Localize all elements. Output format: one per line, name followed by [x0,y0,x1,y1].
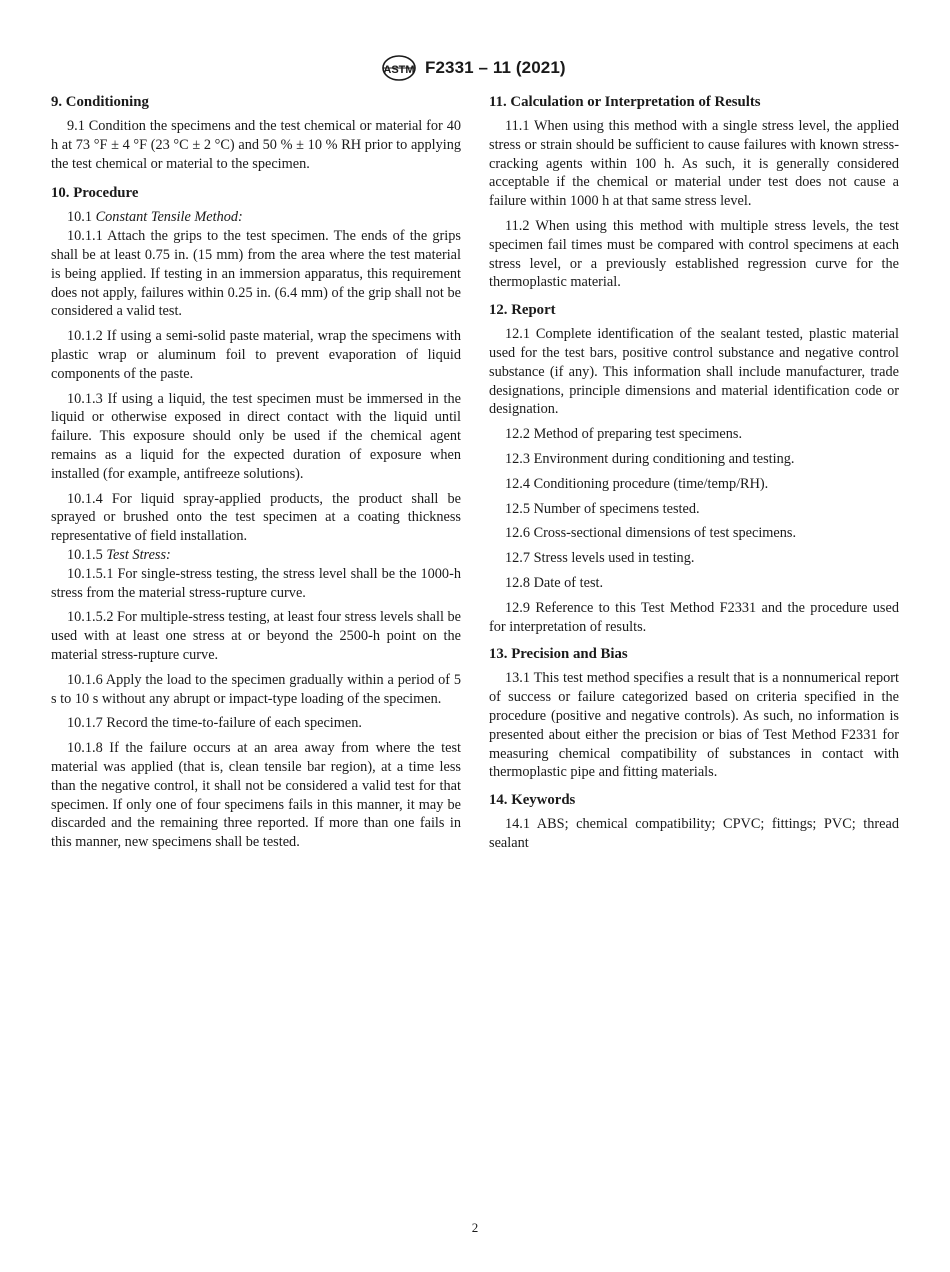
paragraph: 12.9 Reference to this Test Method F2331 and the procedure used for interpretation of results. [489,599,899,635]
paragraph: 14.1 ABS; chemical compatibility; CPVC; fittings; PVC; thread sealant [489,816,899,851]
document-designation: F2331 – 11 (2021) [425,58,566,77]
paragraph: 13.1 This test method specifies a result that is a nonnumerical report of success or failure categorized based on criteria specified in the procedure (positive and negative controls). As such, no information is presented about either the precision or bias of Test Method F2331 for measuring chemical compatibility of substances in contact with thermoplastic pipe and fitting materials. [489,670,899,781]
paragraph: 12.8 Date of test. [505,574,604,591]
paragraph: 10.1.7 Record the time-to-failure of each specimen. [67,715,362,732]
section-14 [489,790,899,853]
section-12 [489,300,899,636]
page-header [0,54,950,84]
paragraph: 10.1.5 Test Stress: [67,546,171,563]
section-heading: 11. Calculation or Interpretation of Results [489,94,761,110]
paragraph: 10.1.5.1 For single-stress testing, the stress level shall be the 1000-h stress from the material stress-rupture curve. [51,565,461,601]
svg-text:ASTM: ASTM [383,64,415,76]
paragraph: 11.1 When using this method with a single stress level, the applied stress or strain should be sufficient to cause failures with known stress-cracking agents within 100 h. As such, it is generally considered acceptable if the chemical or material under test does not cause a failure within 1000 h at that same stress level. [489,118,899,210]
left-column [51,92,461,860]
paragraph: 10.1.5.2 For multiple-stress testing, at least four stress levels shall be used with at least one stress at or beyond the 2500-h point on the material stress-rupture curve. [51,609,461,663]
paragraph: 12.4 Conditioning procedure (time/temp/RH). [505,475,769,492]
section-heading: 13. Precision and Bias [489,646,628,663]
paragraph: 10.1 Constant Tensile Method: [67,209,243,226]
paragraph: 10.1.6 Apply the load to the specimen gradually within a period of 5 s to 10 s without any abrupt or impact-type loading of the specimen. [51,671,461,707]
section-11 [489,92,899,292]
paragraph: 10.1.3 If using a liquid, the test specimen must be immersed in the liquid or otherwise exposed in direct contact with the liquid until failure. This exposure should only be used if the chemical agent remains as a liquid for the expected duration of exposure when installed (for example, antifreeze solutions). [51,390,461,482]
paragraph: 12.6 Cross-sectional dimensions of test specimens. [505,525,797,542]
section-heading: 10. Procedure [51,185,139,202]
section-heading: 12. Report [489,302,556,319]
paragraph: 12.2 Method of preparing test specimens. [505,426,743,443]
section-heading: 14. Keywords [489,792,576,809]
paragraph: 12.5 Number of specimens tested. [505,500,700,517]
paragraph: 10.1.2 If using a semi-solid paste material, wrap the specimens with plastic wrap or aluminum foil to prevent evaporation of liquid components of the paste. [51,328,461,382]
paragraph: 12.1 Complete identification of the sealant tested, plastic material used for the test bars, positive control substance and negative control substance (if any). This information shall include manufacturer, trade designations, principle dimensions and material identification code or designation. [489,326,899,418]
section-9 [51,92,461,173]
subsection-title: Constant Tensile Method: [95,209,243,226]
section-heading: 9. Conditioning [51,94,149,110]
paragraph: 12.3 Environment during conditioning and testing. [505,450,795,467]
paragraph: 9.1 Condition the specimens and the test chemical or material for 40 h at 73 °F ± 4 °F (23 °C ± 2 °C) and 50 % ± 10 % RH prior to applying the test chemical or material to the specimen. [51,118,461,172]
subsection-title: Test Stress: [106,546,171,563]
paragraph: 10.1.8 If the failure occurs at an area away from where the test material was applied (that is, clean tensile bar region), at a time less than the negative control, it shall not be considered a valid test for that specimen. If only one of four specimens fails in this manner, it may be discarded and the remaining three reported. If more than one fails in this manner, new specimens shall be tested. [51,740,461,851]
section-13 [489,644,899,782]
section-10 [51,183,461,852]
astm-logo-icon [381,54,417,82]
paragraph: 10.1.1 Attach the grips to the test specimen. The ends of the grips shall be at least 0.75 in. (15 mm) from the area where the test material is being applied. If testing in an immersion apparatus, this requirement does not apply, failures within 0.25 in. (6.4 mm) of the grip shall not be considered a valid test. [51,228,461,320]
paragraph: 10.1.4 For liquid spray-applied products, the product shall be sprayed or brushed onto the test specimen at a coating thickness representative of field installation. [51,490,461,545]
paragraph: 11.2 When using this method with multiple stress levels, the test specimen fail times must be compared with control specimens at each stress level, or a previously established regression curve for the thermoplastic material. [489,217,899,291]
page-number: 2 [471,1220,479,1235]
right-column [489,92,899,861]
paragraph: 12.7 Stress levels used in testing. [505,550,695,567]
